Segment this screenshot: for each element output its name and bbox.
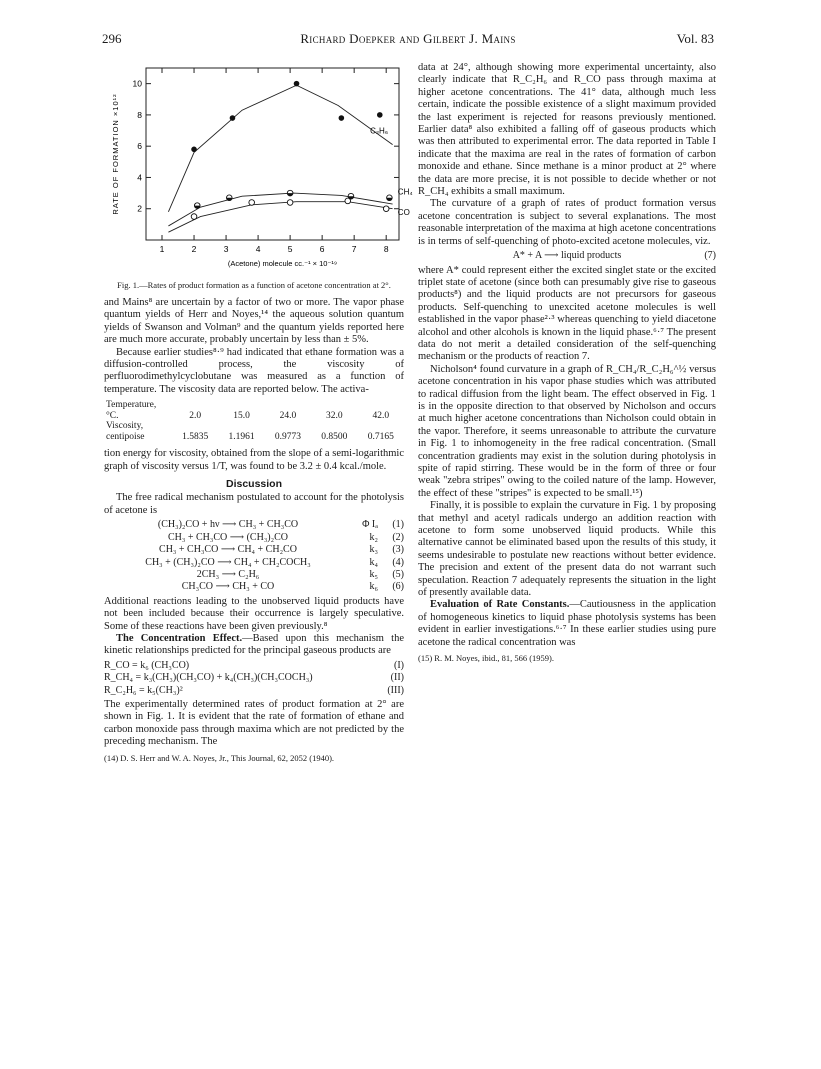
rate-expression: R_CH₄ = k₃(CH₃)(CH₃CO) + k₄(CH₃)(CH₃COCH₃): [104, 672, 313, 684]
equation-7: [418, 250, 716, 262]
paragraph: Nicholson⁴ found curvature in a graph of R_CH₄/R_C₂H₆^½ versus acetone concentration in his vapor phase studies which was attributed to radical diffusion from the light beam. The effect observed in Fig. 1 is in the opposite direction to that observed by Nicholson and occurs at much higher acetone concentrations than Nicholson could obtain in the vapor. Therefore, it seems unreasonable to attribute the curvature in Fig. 1 to inhomogeneity in the free radical concentration. (Small concentration gradients may exist in the solution during photolysis in spite of rapid stirring. These would be in the form of three or four weak "zebra stripes" owing to the coiled nature of the lamp. However, the effect of these "stripes" is expected to be small.¹⁵): [418, 363, 716, 499]
x-tick-label: 6: [319, 244, 325, 254]
running-header: [102, 31, 714, 51]
reaction-equation: A* + A ⟶ liquid products: [512, 250, 622, 262]
x-tick-label: 5: [287, 244, 293, 254]
expression-row: [104, 672, 404, 684]
x-tick-label: 2: [191, 244, 197, 254]
c2h6-series-label: C₂H₆: [370, 126, 389, 136]
table-row-label: Viscosity, centipoise: [106, 421, 145, 442]
paragraph: where A* could represent either the excited singlet state or the excited triplet state of acetone (since both can presumably give rise to gaseous products⁸) and the liquid products are not precursors for gaseous products. Self-quenching to unexcited acetone molecules is well established in the vapor phase²·³ whereas quenching to yield diacetone alcohol and other alcohols is known in the liquid phase.⁶·⁷ The present data do not merit a detailed consideration of the self-quenching mechanism or the products of reaction 7.: [418, 264, 716, 363]
equation-number: (5): [392, 568, 404, 580]
paragraph: Additional reactions leading to the unobserved liquid products have not been included because their occurrence is largely speculative. Some of these reactions have been given previously.⁸: [104, 595, 404, 632]
reaction-equation: CH₃CO ⟶ CH₃ + CO: [181, 581, 275, 593]
equation-number: (7): [704, 250, 716, 262]
footnote-15: (15) R. M. Noyes, ibid., 81, 566 (1959).: [418, 653, 554, 664]
paragraph: [104, 633, 404, 658]
expression-row: [104, 660, 404, 672]
y-tick-label: 2: [137, 203, 142, 214]
c2h6-point: [230, 115, 236, 121]
y-tick-label: 10: [132, 78, 142, 89]
table-cell: 1.5835: [182, 431, 209, 442]
c2h6-point: [191, 147, 197, 153]
footnote-14: (14) D. S. Herr and W. A. Noyes, Jr., This Journal, 62, 2052 (1940).: [104, 752, 335, 763]
table-cell: 0.8500: [321, 431, 348, 442]
equation-number: (2): [392, 531, 404, 543]
paragraph: The curvature of a graph of rates of product formation versus acetone concentration is subject to several explanations. The most reasonable interpretation of the maxima at high acetone concentrations is in terms of self-quenching of photo-excited acetone molecules, viz.: [418, 198, 716, 247]
co-point: [287, 200, 293, 206]
table-row: [104, 400, 404, 421]
x-tick-label: 8: [383, 244, 389, 254]
reaction-row: [104, 557, 404, 569]
volume-label: Vol. 83: [676, 31, 714, 46]
paragraph: Because earlier studies⁸·⁹ had indicated that ethane formation was a diffusion-controlled process, the viscosity of perfluorodimethylcyclobutane was measured as a function of temperature. The viscosity data are reported below. The activa-: [104, 346, 404, 395]
equation-number: (III): [387, 684, 404, 696]
y-tick-label: 8: [137, 109, 142, 120]
co-point: [249, 200, 255, 206]
paragraph: [418, 599, 716, 649]
rate-constant: k₂: [369, 531, 378, 543]
rate-constant: k₄: [369, 556, 378, 568]
y-tick-label: 6: [137, 141, 142, 152]
table-cell: 0.9773: [274, 431, 302, 442]
paragraph-text: —Based upon this mechanism the kinetic relationships predicted for the principal gaseous products are: [104, 632, 405, 657]
rate-expressions: [104, 660, 404, 697]
reaction-equation: CH₃ + CH₃CO ⟶ (CH₃)₂CO: [167, 531, 289, 543]
table-cell: 15.0: [233, 410, 250, 421]
table-row-label: Temperature, °C.: [106, 400, 157, 421]
table-cell: 24.0: [279, 410, 297, 421]
equation-number: (6): [392, 581, 404, 593]
table-cell: 42.0: [372, 410, 390, 421]
paragraph: The free radical mechanism postulated to account for the photolysis of acetone is: [104, 492, 404, 516]
y-tick-label: 4: [137, 172, 142, 183]
run-in-heading: Evaluation of Rate Constants.: [430, 599, 570, 611]
rate-constant: Φ Iₐ: [362, 519, 378, 531]
x-tick-label: 7: [351, 244, 357, 254]
ch4-curve: [168, 193, 392, 226]
rate-constant: k₆: [369, 581, 378, 593]
table-cell: 2.0: [189, 410, 202, 421]
page-number: 296: [102, 31, 122, 46]
co-curve: [168, 202, 392, 232]
run-in-heading: The Concentration Effect.: [116, 632, 243, 644]
reaction-equation: 2CH₃ ⟶ C₂H₆: [196, 568, 260, 580]
right-column: [418, 62, 716, 664]
rate-expression: R_C₂H₆ = k₅(CH₃)²: [104, 684, 183, 696]
table-cell: 32.0: [326, 410, 343, 421]
x-tick-label: 4: [255, 244, 261, 254]
left-column: [104, 62, 413, 763]
equation-number: (3): [392, 544, 404, 556]
rate-constant: k₃: [369, 544, 378, 556]
section-heading: Discussion: [225, 478, 283, 491]
table-cell: 0.7165: [367, 431, 394, 442]
rate-constant: k₅: [369, 568, 378, 580]
paragraph: and Mains⁸ are uncertain by a factor of two or more. The vapor phase quantum yields of Herr and Noyes,¹⁴ the aqueous solution quantum yields of Swanson and Volman⁹ and the quantum yields reported here are much more accurate, probably uncertain by less than ± 5%.: [104, 297, 404, 346]
paragraph: Finally, it is possible to explain the curvature in Fig. 1 by proposing that methyl and acetyl radicals undergo an addition reaction with acetone to form some unobserved liquid products. While this alternative cannot be eliminated based upon the results of this study, it seems undesirable to postulate new reactions without better evidence. The precision and extent of the present data do not warrant such speculation. Reaction 7 adequately represents the situation in the light of presently available data.: [418, 500, 716, 599]
x-axis-label: (Acetone) molecule cc.⁻¹ × 10⁻¹⁹: [227, 259, 338, 268]
table-row: [104, 421, 404, 442]
viscosity-table: [104, 400, 404, 442]
table-cell: 1.1961: [228, 431, 255, 442]
reaction-row: [104, 544, 404, 556]
reaction-row: [104, 519, 404, 531]
equation-number: (I): [394, 659, 404, 671]
x-tick-label: 3: [223, 244, 229, 254]
equation-number: (4): [392, 556, 404, 568]
equation-number: (II): [390, 672, 404, 684]
reaction-equation: (CH₃)₂CO + hν ⟶ CH₃ + CH₃CO: [157, 519, 299, 531]
equation-number: (1): [392, 519, 404, 531]
reaction-row: [104, 581, 404, 593]
reaction-row: [104, 532, 404, 544]
co-point: [345, 198, 351, 204]
co-series-label: CO: [397, 207, 410, 217]
figure-1-plot: [104, 62, 413, 278]
co-point: [383, 206, 389, 212]
paragraph-text: —Cautiousness in the application of homogeneous kinetics to liquid phase photolysis systems has been evident in earlier investigations.⁶·⁷ In these earlier studies using pure acetone the radical concentration was: [418, 599, 716, 648]
rate-expression: R_CO = k₆ (CH₃CO): [104, 659, 190, 671]
ch4-series-label: CH₄: [397, 187, 413, 197]
caption-lead: Fig. 1.: [117, 280, 140, 290]
y-axis-label: RATE OF FORMATION ×10¹²: [111, 93, 120, 215]
co-point: [191, 214, 197, 220]
reaction-equation: CH₃ + (CH₃)₂CO ⟶ CH₄ + CH₂COCH₃: [145, 556, 311, 568]
paragraph: The experimentally determined rates of product formation at 2° are shown in Fig. 1. It is evident that the rate of formation of ethane and carbon monoxide pass through maxima which are not predicted by the preceding mechanism. The: [104, 698, 404, 748]
c2h6-curve: [168, 85, 392, 212]
reaction-equation: CH₃ + CH₃CO ⟶ CH₄ + CH₂CO: [159, 544, 297, 556]
c2h6-point: [294, 81, 300, 87]
running-title: Richard Doepker and Gilbert J. Mains: [300, 31, 516, 46]
plot-frame: [146, 68, 399, 240]
c2h6-point: [377, 112, 383, 118]
reaction-list: [104, 519, 404, 593]
x-tick-label: 1: [159, 244, 165, 254]
caption-text: —Rates of product formation as a function of acetone concentration at 2°.: [139, 280, 391, 290]
expression-row: [104, 685, 404, 697]
paragraph: tion energy for viscosity, obtained from the slope of a semi-logarithmic graph of viscosity versus 1/T, was found to be 3.2 ± 0.4 kcal./mole.: [104, 448, 404, 472]
reaction-row: [104, 569, 404, 581]
c2h6-point: [339, 115, 345, 121]
figure-caption: [104, 280, 404, 291]
figure-1: [104, 62, 413, 278]
paragraph: data at 24°, although showing more experimental uncertainty, also clearly indicate that R_C₂H₆ and R_CO pass through maxima at higher acetone concentrations. The 41° data, although much less certain, indicate the possible existence of a slight maximum provided the last experiment is rejected for reasons previously mentioned. Earlier data⁸ also exhibited a falling off of gaseous products which was then attributed to experimental error. The data reported in Table I indicate that the maxima are real in the rates of formation of carbon monoxide and ethane. Since methane is a minor product at 2° where the data are more precise, it is not possible to decide whether or not R_CH₄ exhibits a small maximum.: [418, 62, 716, 198]
